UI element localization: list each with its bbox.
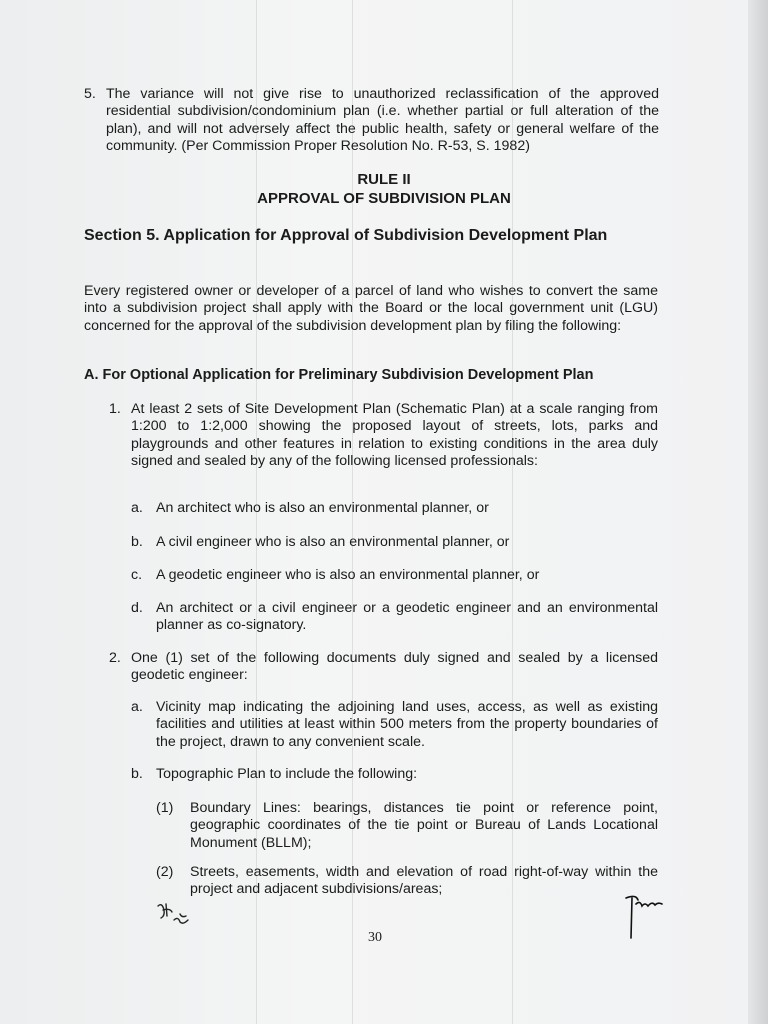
item-1c-text: A geodetic engineer who is also an environmental planner, or [156,567,540,583]
initials-signature-right [622,892,666,942]
section-intro: Every registered owner or developer of a parcel of land who wishes to convert the same into a subdivision project shall apply with the Board or the local government unit (LGU) concerned for the approval of the subdivision development plan by filing the following: [84,283,658,334]
item-1a-letter: a. [131,500,143,516]
item-1a-text: An architect who is also an environmental planner, or [156,500,489,516]
item-2a-letter: a. [131,699,143,715]
item-1b-text: A civil engineer who is also an environmental planner, or [156,534,510,550]
topo-1-text: Boundary Lines: bearings, distances tie point or reference point, geographic coordinates of the tie point or Bureau of Lands Locational Monument (BLLM); [190,800,658,851]
item-2b-letter: b. [131,766,143,782]
rule-title: APPROVAL OF SUBDIVISION PLAN [257,190,511,207]
item-5-text: The variance will not give rise to unauthorized reclassification of the approved residential subdivision/condominium plan (i.e. whether partial or full alteration of the plan), and will not adversely affect the public health, safety or general welfare of the community. (Per Commission Proper Resolution No. R-53, S. 1982) [106,86,659,155]
item-1c-letter: c. [131,567,143,583]
section-title: Section 5. Application for Approval of Subdivision Development Plan [84,227,608,244]
item-2-text: One (1) set of the following documents duly signed and sealed by a licensed geodetic engineer: [131,650,658,684]
item-2b-text: Topographic Plan to include the following: [156,766,418,782]
page-edge-shadow [748,0,768,1024]
item-2a-text: Vicinity map indicating the adjoining land uses, access, as well as existing facilities and utilities at least within 500 meters from the property boundaries of the project, drawn to any convenient scale. [156,699,658,750]
item-1-text: At least 2 sets of Site Development Plan (Schematic Plan) at a scale ranging from 1:200 to 1:2,000 showing the proposed layout of streets, lots, parks and playgrounds and other features in relation to existing conditions in the area duly signed and sealed by any of the following licensed professionals: [131,401,658,470]
page-number: 30 [368,930,382,945]
topo-2-text: Streets, easements, width and elevation of road right-of-way within the project and adjacent subdivisions/areas; [190,864,658,898]
item-2-number: 2. [109,650,121,666]
item-1b-letter: b. [131,534,143,550]
item-5-number: 5. [84,86,96,102]
initials-signature-left [150,900,194,930]
part-a-heading: A. For Optional Application for Preliminary Subdivision Development Plan [84,367,594,383]
item-1-number: 1. [109,401,121,417]
topo-1-number: (1) [156,800,174,816]
rule-number: RULE II [357,171,411,188]
item-1d-text: An architect or a civil engineer or a geodetic engineer and an environmental planner as co-signatory. [156,600,658,634]
item-1d-letter: d. [131,600,143,616]
topo-2-number: (2) [156,864,174,880]
